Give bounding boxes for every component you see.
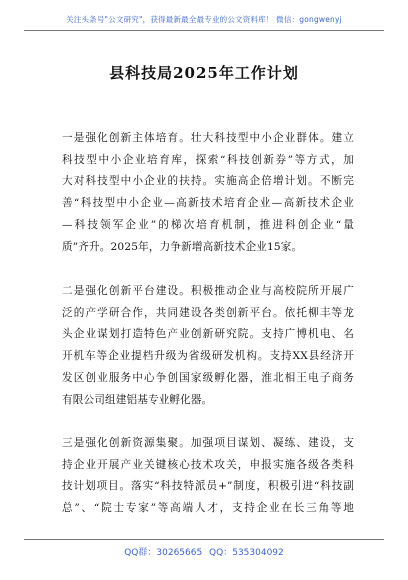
paragraph-line: 泛的产学研合作，共同建设各类创新平台。依托柳丰等龙 [62,306,354,319]
paragraph-line: 三是强化创新资源集聚。加强项目谋划、凝练、建设，支 [62,437,354,449]
paragraph-line: 总”、“院士专家”等高端人才，支持企业在长三角等地 [62,502,354,515]
paragraph-1 [62,128,354,258]
paragraph-line: 头企业谋划打造特色产业创新研究院。支持广博机电、名 [62,328,354,341]
paragraph-line: 善“科技型中小企业—高新技术培育企业—高新技术企业 [62,197,354,210]
paragraph-line: 有限公司组建铝基专业孵化器。 [62,393,213,406]
footer-contact-info: QQ群：30265665 QQ：535304092 [124,548,284,558]
paragraph-line: 技计划项目。落实“科技特派员+”制度，积极引进“科技副 [62,480,354,493]
paragraph-line: 发区创业服务中心争创国家级孵化器，淮北相王电子商务 [62,371,354,384]
paragraph-line: 质”齐升。2025年，力争新增高新技术企业15家。 [62,240,303,253]
paragraph-line: 一是强化创新主体培育。壮大科技型中小企业群体。建立 [62,132,354,144]
paragraph-line: 科技型中小企业培育库，探索“科技创新券”等方式，加 [62,153,354,166]
paragraph-line: —科技领军企业”的梯次培育机制，推进科创企业“量 [62,218,354,231]
paragraph-line: 大对科技型中小企业的扶持。实施高企倍增计划。不断完 [62,175,354,188]
paragraph-3 [62,433,354,520]
header-promo-note: 关注头条号"公文研究"，获得最新最全最专业的公文资料库！ 微信：gongwenyj [66,15,342,24]
footer-divider [24,539,384,540]
paragraph-line: 持企业开展产业关键核心技术攻关，申报实施各级各类科 [62,458,354,471]
paragraph-line: 开机车等企业提档升级为省级研发机构。支持XX县经济开 [62,350,354,363]
header-divider [24,30,384,31]
paragraph-2 [62,281,354,411]
paragraph-line: 二是强化创新平台建设。积极推动企业与高校院所开展广 [62,285,354,297]
document-title: 县科技局2025年工作计划 [109,64,299,82]
